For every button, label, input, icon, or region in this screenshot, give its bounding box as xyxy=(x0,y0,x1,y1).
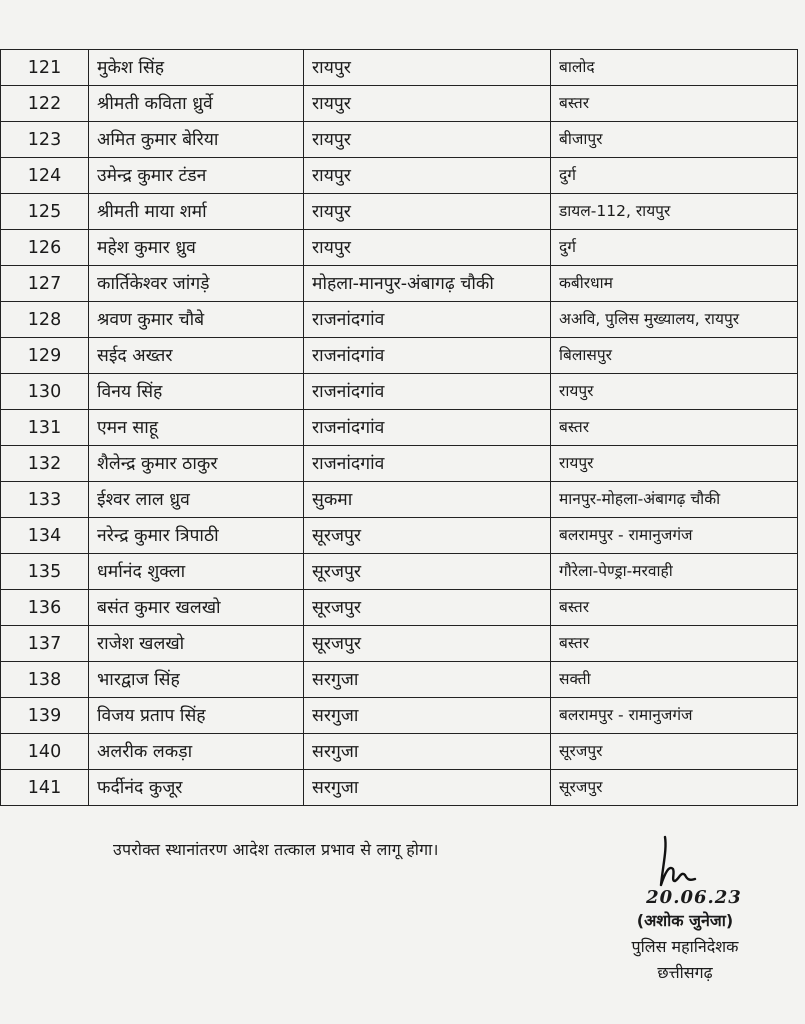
transfer-table-body xyxy=(1,50,798,806)
table-row xyxy=(1,50,798,86)
serial-number-cell: 129 xyxy=(1,338,89,374)
to-district-cell: मानपुर-मोहला-अंबागढ़ चौकी xyxy=(551,482,798,518)
table-row xyxy=(1,698,798,734)
signature-block xyxy=(590,835,780,986)
from-district-cell: राजनांदगांव xyxy=(304,302,551,338)
table-row xyxy=(1,590,798,626)
from-district-cell: रायपुर xyxy=(304,230,551,266)
from-district-cell: सरगुजा xyxy=(304,734,551,770)
to-district-cell: बीजापुर xyxy=(551,122,798,158)
employee-name-cell: अमित कुमार बेरिया xyxy=(89,122,304,158)
serial-number-cell: 138 xyxy=(1,662,89,698)
serial-number-cell: 137 xyxy=(1,626,89,662)
table-row xyxy=(1,266,798,302)
from-district-cell: राजनांदगांव xyxy=(304,446,551,482)
order-effective-note: उपरोक्त स्थानांतरण आदेश तत्काल प्रभाव से लागू होगा। xyxy=(113,840,439,859)
employee-name-cell: उमेन्द्र कुमार टंडन xyxy=(89,158,304,194)
table-row xyxy=(1,86,798,122)
table-row xyxy=(1,122,798,158)
table-row xyxy=(1,482,798,518)
from-district-cell: रायपुर xyxy=(304,122,551,158)
serial-number-cell: 140 xyxy=(1,734,89,770)
from-district-cell: राजनांदगांव xyxy=(304,338,551,374)
serial-number-cell: 134 xyxy=(1,518,89,554)
from-district-cell: मोहला-मानपुर-अंबागढ़ चौकी xyxy=(304,266,551,302)
to-district-cell: दुर्ग xyxy=(551,158,798,194)
employee-name-cell: एमन साहू xyxy=(89,410,304,446)
to-district-cell: बालोद xyxy=(551,50,798,86)
table-row xyxy=(1,302,798,338)
employee-name-cell: भारद्वाज सिंह xyxy=(89,662,304,698)
to-district-cell: अअवि, पुलिस मुख्यालय, रायपुर xyxy=(551,302,798,338)
table-row xyxy=(1,770,798,806)
table-row xyxy=(1,662,798,698)
from-district-cell: सूरजपुर xyxy=(304,590,551,626)
serial-number-cell: 130 xyxy=(1,374,89,410)
employee-name-cell: नरेन्द्र कुमार त्रिपाठी xyxy=(89,518,304,554)
employee-name-cell: श्रीमती कविता ध्रुर्वे xyxy=(89,86,304,122)
from-district-cell: रायपुर xyxy=(304,158,551,194)
employee-name-cell: अलरीक लकड़ा xyxy=(89,734,304,770)
table-row xyxy=(1,230,798,266)
to-district-cell: बिलासपुर xyxy=(551,338,798,374)
table-row xyxy=(1,626,798,662)
from-district-cell: सूरजपुर xyxy=(304,518,551,554)
signature-date: 20.06.23 xyxy=(646,887,742,908)
serial-number-cell: 128 xyxy=(1,302,89,338)
transfer-table xyxy=(0,49,798,806)
employee-name-cell: महेश कुमार ध्रुव xyxy=(89,230,304,266)
serial-number-cell: 135 xyxy=(1,554,89,590)
employee-name-cell: श्रीमती माया शर्मा xyxy=(89,194,304,230)
serial-number-cell: 125 xyxy=(1,194,89,230)
to-district-cell: बस्तर xyxy=(551,590,798,626)
from-district-cell: सरगुजा xyxy=(304,770,551,806)
serial-number-cell: 126 xyxy=(1,230,89,266)
from-district-cell: सूरजपुर xyxy=(304,626,551,662)
serial-number-cell: 133 xyxy=(1,482,89,518)
from-district-cell: सूरजपुर xyxy=(304,554,551,590)
table-row xyxy=(1,518,798,554)
signatory-state: छत्तीसगढ़ xyxy=(657,963,713,982)
serial-number-cell: 121 xyxy=(1,50,89,86)
employee-name-cell: श्रवण कुमार चौबे xyxy=(89,302,304,338)
serial-number-cell: 141 xyxy=(1,770,89,806)
employee-name-cell: सईद अख्तर xyxy=(89,338,304,374)
signatory-designation: पुलिस महानिदेशक xyxy=(631,937,739,956)
employee-name-cell: कार्तिकेश्वर जांगड़े xyxy=(89,266,304,302)
employee-name-cell: विनय सिंह xyxy=(89,374,304,410)
serial-number-cell: 139 xyxy=(1,698,89,734)
serial-number-cell: 124 xyxy=(1,158,89,194)
serial-number-cell: 136 xyxy=(1,590,89,626)
table-row xyxy=(1,374,798,410)
signature-scribble-icon xyxy=(655,835,715,893)
table-row xyxy=(1,194,798,230)
employee-name-cell: राजेश खलखो xyxy=(89,626,304,662)
to-district-cell: रायपुर xyxy=(551,446,798,482)
to-district-cell: बलरामपुर - रामानुजगंज xyxy=(551,518,798,554)
serial-number-cell: 131 xyxy=(1,410,89,446)
employee-name-cell: धर्मानंद शुक्ला xyxy=(89,554,304,590)
from-district-cell: रायपुर xyxy=(304,86,551,122)
to-district-cell: रायपुर xyxy=(551,374,798,410)
employee-name-cell: फर्दीनंद कुजूर xyxy=(89,770,304,806)
table-row xyxy=(1,338,798,374)
to-district-cell: सूरजपुर xyxy=(551,770,798,806)
from-district-cell: रायपुर xyxy=(304,194,551,230)
serial-number-cell: 132 xyxy=(1,446,89,482)
to-district-cell: कबीरधाम xyxy=(551,266,798,302)
to-district-cell: सूरजपुर xyxy=(551,734,798,770)
table-row xyxy=(1,158,798,194)
serial-number-cell: 122 xyxy=(1,86,89,122)
to-district-cell: बस्तर xyxy=(551,410,798,446)
employee-name-cell: बसंत कुमार खलखो xyxy=(89,590,304,626)
from-district-cell: सुकमा xyxy=(304,482,551,518)
to-district-cell: बलरामपुर - रामानुजगंज xyxy=(551,698,798,734)
to-district-cell: गौरेला-पेण्ड्रा-मरवाही xyxy=(551,554,798,590)
table-row xyxy=(1,554,798,590)
from-district-cell: राजनांदगांव xyxy=(304,410,551,446)
to-district-cell: सक्ती xyxy=(551,662,798,698)
serial-number-cell: 127 xyxy=(1,266,89,302)
employee-name-cell: शैलेन्द्र कुमार ठाकुर xyxy=(89,446,304,482)
from-district-cell: सरगुजा xyxy=(304,698,551,734)
serial-number-cell: 123 xyxy=(1,122,89,158)
table-row xyxy=(1,410,798,446)
employee-name-cell: विजय प्रताप सिंह xyxy=(89,698,304,734)
employee-name-cell: ईश्वर लाल ध्रुव xyxy=(89,482,304,518)
from-district-cell: रायपुर xyxy=(304,50,551,86)
to-district-cell: बस्तर xyxy=(551,86,798,122)
signatory-name: (अशोक जुनेजा) xyxy=(636,911,734,930)
employee-name-cell: मुकेश सिंह xyxy=(89,50,304,86)
from-district-cell: सरगुजा xyxy=(304,662,551,698)
to-district-cell: डायल-112, रायपुर xyxy=(551,194,798,230)
table-row xyxy=(1,446,798,482)
to-district-cell: दुर्ग xyxy=(551,230,798,266)
table-row xyxy=(1,734,798,770)
from-district-cell: राजनांदगांव xyxy=(304,374,551,410)
to-district-cell: बस्तर xyxy=(551,626,798,662)
